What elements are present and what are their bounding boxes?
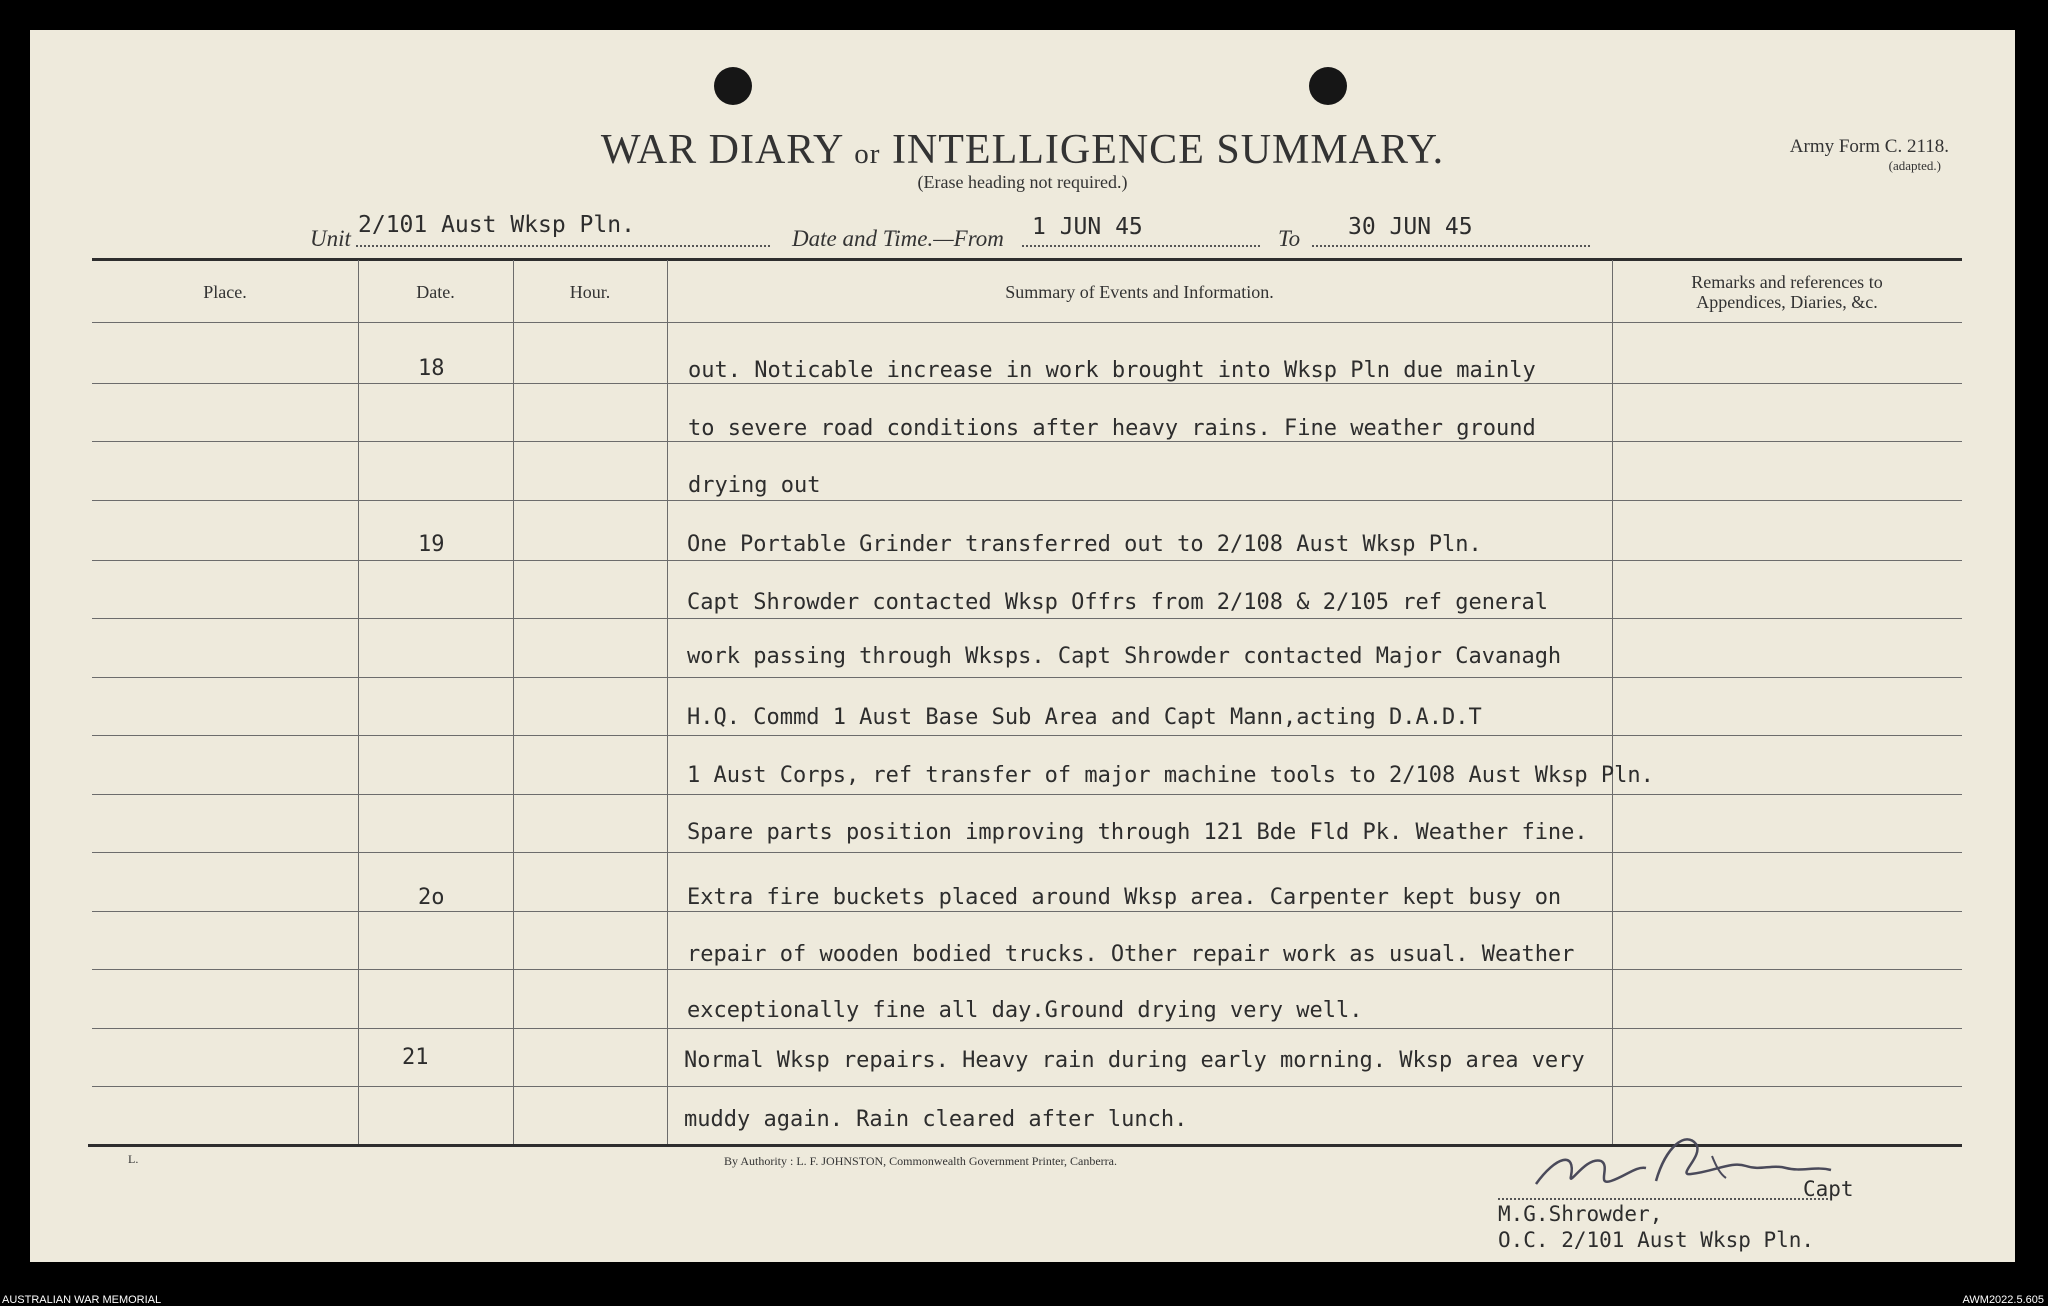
signature-rank: Capt xyxy=(1803,1177,1854,1201)
row-rule xyxy=(92,441,1962,442)
column-header-remarks-2: Appendices, Diaries, &c. xyxy=(1696,292,1878,312)
row-rule xyxy=(92,852,1962,853)
unit-value: 2/101 Aust Wksp Pln. xyxy=(358,212,635,238)
column-header-hour: Hour. xyxy=(569,282,611,302)
signature-name: M.G.Shrowder, xyxy=(1498,1202,1663,1226)
summary-line: muddy again. Rain cleared after lunch. xyxy=(684,1107,1188,1132)
summary-line: One Portable Grinder transferred out to 2/108 Aust Wksp Pln. xyxy=(687,532,1482,557)
from-dotted-line xyxy=(1022,245,1260,247)
row-rule xyxy=(92,677,1962,678)
form-subtitle: (Erase heading not required.) xyxy=(917,172,1128,192)
entry-date: 18 xyxy=(418,356,445,381)
summary-line: Extra fire buckets placed around Wksp area. Carpenter kept busy on xyxy=(687,885,1562,910)
summary-line: 1 Aust Corps, ref transfer of major machine tools to 2/108 Aust Wksp Pln. xyxy=(687,763,1654,788)
signature-title: O.C. 2/101 Aust Wksp Pln. xyxy=(1498,1228,1815,1252)
row-rule xyxy=(92,969,1962,970)
row-rule xyxy=(92,322,1962,323)
column-divider-place xyxy=(358,260,359,1144)
row-rule xyxy=(92,383,1962,384)
to-date-value: 30 JUN 45 xyxy=(1348,214,1473,240)
column-divider-summary xyxy=(1612,260,1613,1144)
row-rule xyxy=(92,911,1962,912)
row-rule xyxy=(92,618,1962,619)
entry-date: 2o xyxy=(418,885,445,910)
footer-mark: L. xyxy=(128,1152,139,1166)
form-title xyxy=(30,126,2015,174)
punch-hole-left xyxy=(714,67,752,105)
army-form-label: Army Form C. 2118. xyxy=(1789,136,1949,157)
table-top-border xyxy=(92,258,1962,261)
to-label: To xyxy=(1278,226,1301,251)
column-header-summary: Summary of Events and Information. xyxy=(1005,282,1274,302)
summary-line: to severe road conditions after heavy rains. Fine weather ground xyxy=(688,416,1536,441)
title-intelligence-summary: INTELLIGENCE SUMMARY. xyxy=(891,127,1445,173)
summary-line: H.Q. Commd 1 Aust Base Sub Area and Capt Mann,acting D.A.D.T xyxy=(687,705,1482,730)
war-diary-page xyxy=(30,30,2015,1262)
title-or: or xyxy=(854,138,881,170)
entry-date: 19 xyxy=(418,532,445,557)
summary-line: Normal Wksp repairs. Heavy rain during early morning. Wksp area very xyxy=(684,1048,1585,1073)
summary-line: exceptionally fine all day.Ground drying very well. xyxy=(687,998,1363,1023)
summary-line: Spare parts position improving through 121 Bde Fld Pk. Weather fine. xyxy=(687,820,1588,845)
column-divider-hour xyxy=(667,260,668,1144)
summary-line: work passing through Wksps. Capt Shrowder contacted Major Cavanagh xyxy=(687,644,1562,669)
column-divider-date xyxy=(513,260,514,1144)
column-header-remarks-1: Remarks and references to xyxy=(1691,272,1883,292)
adapted-label: (adapted.) xyxy=(1888,158,1941,173)
entry-date: 21 xyxy=(402,1045,429,1070)
archive-watermark-left: AUSTRALIAN WAR MEMORIAL xyxy=(2,1294,162,1306)
row-rule xyxy=(92,1086,1962,1087)
unit-dotted-line xyxy=(356,245,770,247)
column-header-place: Place. xyxy=(203,282,247,302)
date-time-label: Date and Time.—From xyxy=(792,226,1004,251)
from-date-value: 1 JUN 45 xyxy=(1032,214,1143,240)
punch-hole-right xyxy=(1309,67,1347,105)
row-rule xyxy=(92,500,1962,501)
signature-dotted-line xyxy=(1498,1198,1828,1200)
row-rule xyxy=(92,735,1962,736)
row-rule xyxy=(92,560,1962,561)
printer-authority: By Authority : L. F. JOHNSTON, Commonwealth Government Printer, Canberra. xyxy=(724,1154,1117,1168)
summary-line: out. Noticable increase in work brought into Wksp Pln due mainly xyxy=(688,358,1536,383)
army-form-number xyxy=(1789,136,1949,173)
archive-reference-number: AWM2022.5.605 xyxy=(1962,1294,2044,1306)
summary-line: drying out xyxy=(688,473,821,498)
summary-line: repair of wooden bodied trucks. Other repair work as usual. Weather xyxy=(687,942,1575,967)
column-header-date: Date. xyxy=(416,282,455,302)
row-rule xyxy=(92,1028,1962,1029)
summary-line: Capt Shrowder contacted Wksp Offrs from 2/108 & 2/105 ref general xyxy=(687,590,1548,615)
row-rule xyxy=(92,794,1962,795)
title-war-diary: WAR DIARY xyxy=(600,127,843,173)
to-dotted-line xyxy=(1312,245,1590,247)
unit-label: Unit xyxy=(310,226,351,251)
